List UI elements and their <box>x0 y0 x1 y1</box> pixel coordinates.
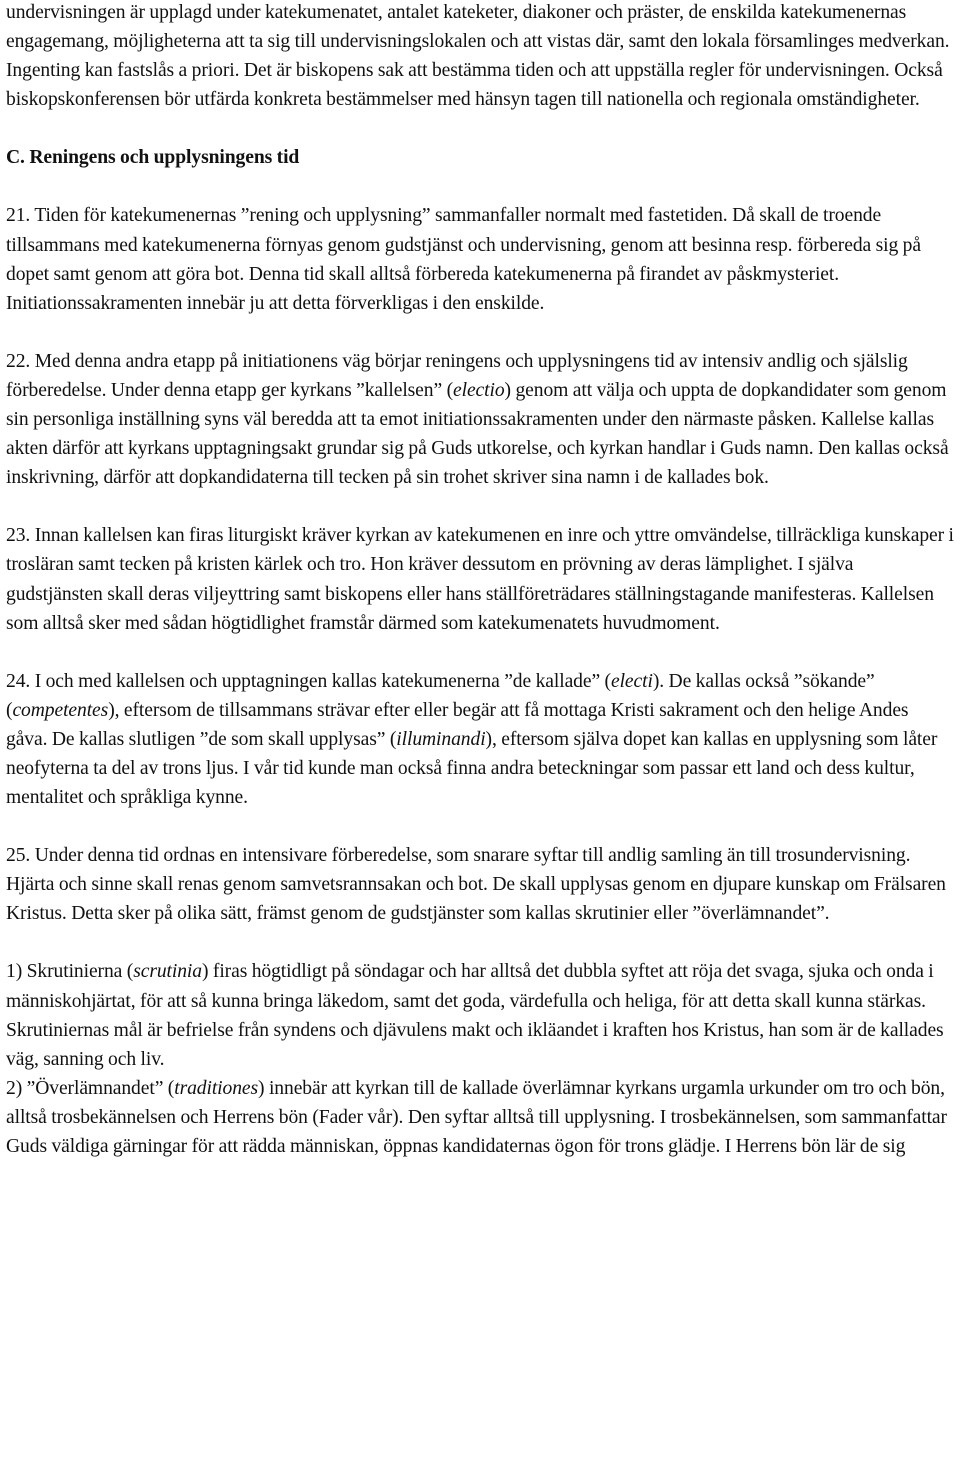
text-run: ) innebär att kyrkan till de kallade överlämnar kyrkans urgamla urkunder om tro och bön, alltså trosbekännelsen och Herrens bön (Fader vår). Den syftar alltså till upplysning. I trosbekännelsen, som sammanfattar Guds väldiga gärningar för att rädda människan, öppnas kandidaternas ögon för trons glädje. I Herrens bön lär de sig <box>6 1077 947 1157</box>
text-run: ), eftersom själva dopet kan kallas en upplysning som låter neofyterna ta del av trons ljus. I vår tid kunde man också finna andra beteckningar som passar ett land och dess kultur, mentalitet och språkliga kynne. <box>6 728 938 809</box>
text-run: ) firas högtidligt på söndagar och har alltså det dubbla syftet att röja det svaga, sjuka och onda i människohjärtat, för att så kunna bringa läkedom, samt det goda, värdefulla och heliga, för att detta skall kunna stärkas. Skrutiniernas mål är befrielse från syndens och djävulens makt och ikläandet i kraften hos Kristus, han som är de kallades väg, sanning och liv. <box>6 961 944 1070</box>
paragraph <box>6 347 954 492</box>
text-run: 25. Under denna tid ordnas en intensivare förberedelse, som snarare syftar till andlig samling än till trosundervisning. Hjärta och sinne skall renas genom samvetsrannsakan och bot. De skall upplysas genom en djupare kunskap om Frälsaren Kristus. Detta sker på olika sätt, främst genom de gudstjänster som kallas skrutinier eller ”överlämnandet”. <box>6 845 946 925</box>
italic-term: competentes <box>12 699 109 721</box>
paragraph <box>6 0 954 114</box>
paragraph <box>6 1074 954 1161</box>
italic-term: electio <box>453 379 505 401</box>
text-run: undervisningen är upplagd under katekumenatet, antalet kateketer, diakoner och präster, de enskilda katekumenernas engagemang, möjligheterna att ta sig till undervisningslokalen och att vistas där, samt den lokala församlinges medverkan. Ingenting kan fastslås a priori. Det är biskopens sak att bestämma tiden och att uppställa regler för undervisningen. Också biskopskonferensen bör utfärda konkreta bestämmelser med hänsyn tagen till nationella och regionala omständigheter. <box>6 2 950 111</box>
italic-term: illuminandi <box>396 728 486 750</box>
paragraph <box>6 201 954 317</box>
text-run: ), eftersom de tillsammans strävar efter eller begär att få mottaga Kristi sakrament och den helige Andes gåva. De kallas slutligen ”de som skall upplysas” ( <box>6 699 909 750</box>
paragraph <box>6 521 954 637</box>
section-heading <box>6 143 954 172</box>
paragraph <box>6 957 954 1073</box>
paragraph <box>6 841 954 928</box>
italic-term: electi <box>610 670 653 692</box>
text-run: 22. Med denna andra etapp på initiationens väg börjar reningens och upplysningens tid av intensiv andlig och själslig förberedelse. Under denna etapp ger kyrkans ”kallelsen” ( <box>6 350 908 401</box>
text-run: C. Reningens och upplysningens tid <box>6 147 300 169</box>
text-run: 1) Skrutinierna ( <box>6 961 134 983</box>
text-run: ). De kallas också ”sökande” ( <box>6 670 875 721</box>
text-run: ) genom att välja och uppta de dopkandidater som genom sin personliga inställning syns väl beredda att ta emot initiationssakramenten under den närmaste påsken. Kallelse kallas akten därför att kyrkans upptagningsakt grundar sig på Guds utkorelse, och kyrkan handlar i Guds namn. Den kallas också inskrivning, därför att dopkandidaterna till tecken på sin trohet skriver sina namn i de kallades bok. <box>6 379 949 489</box>
text-run: 2) ”Överlämnandet” ( <box>6 1077 175 1099</box>
italic-term: traditiones <box>174 1077 259 1099</box>
text-run: 24. I och med kallelsen och upptagningen kallas katekumenerna ”de kallade” ( <box>6 670 611 692</box>
paragraph <box>6 667 954 812</box>
text-run: 23. Innan kallelsen kan firas liturgiskt kräver kyrkan av katekumenen en inre och yttre omvändelse, tillräckliga kunskaper i trosläran samt tecken på kristen kärlek och tro. Hon kräver dessutom en prövning av deras lämplighet. I själva gudstjänsten skall deras viljeyttring samt biskopens eller hans ställföreträdares ställningstagande manifesteras. Kallelsen som alltså sker med sådan högtidlighet framstår därmed som katekumenatets huvudmoment. <box>6 525 954 634</box>
text-run: 21. Tiden för katekumenernas ”rening och upplysning” sammanfaller normalt med fastetiden. Då skall de troende tillsammans med katekumenerna förnyas genom gudstjänst och undervisning, genom att besinna resp. förbereda sig på dopet samt genom att göra bot. Denna tid skall alltså förbereda katekumenerna på firandet av påskmysteriet. Initiationssakramenten innebär ju att detta förverkligas i den enskilde. <box>6 205 921 314</box>
italic-term: scrutinia <box>133 961 202 983</box>
